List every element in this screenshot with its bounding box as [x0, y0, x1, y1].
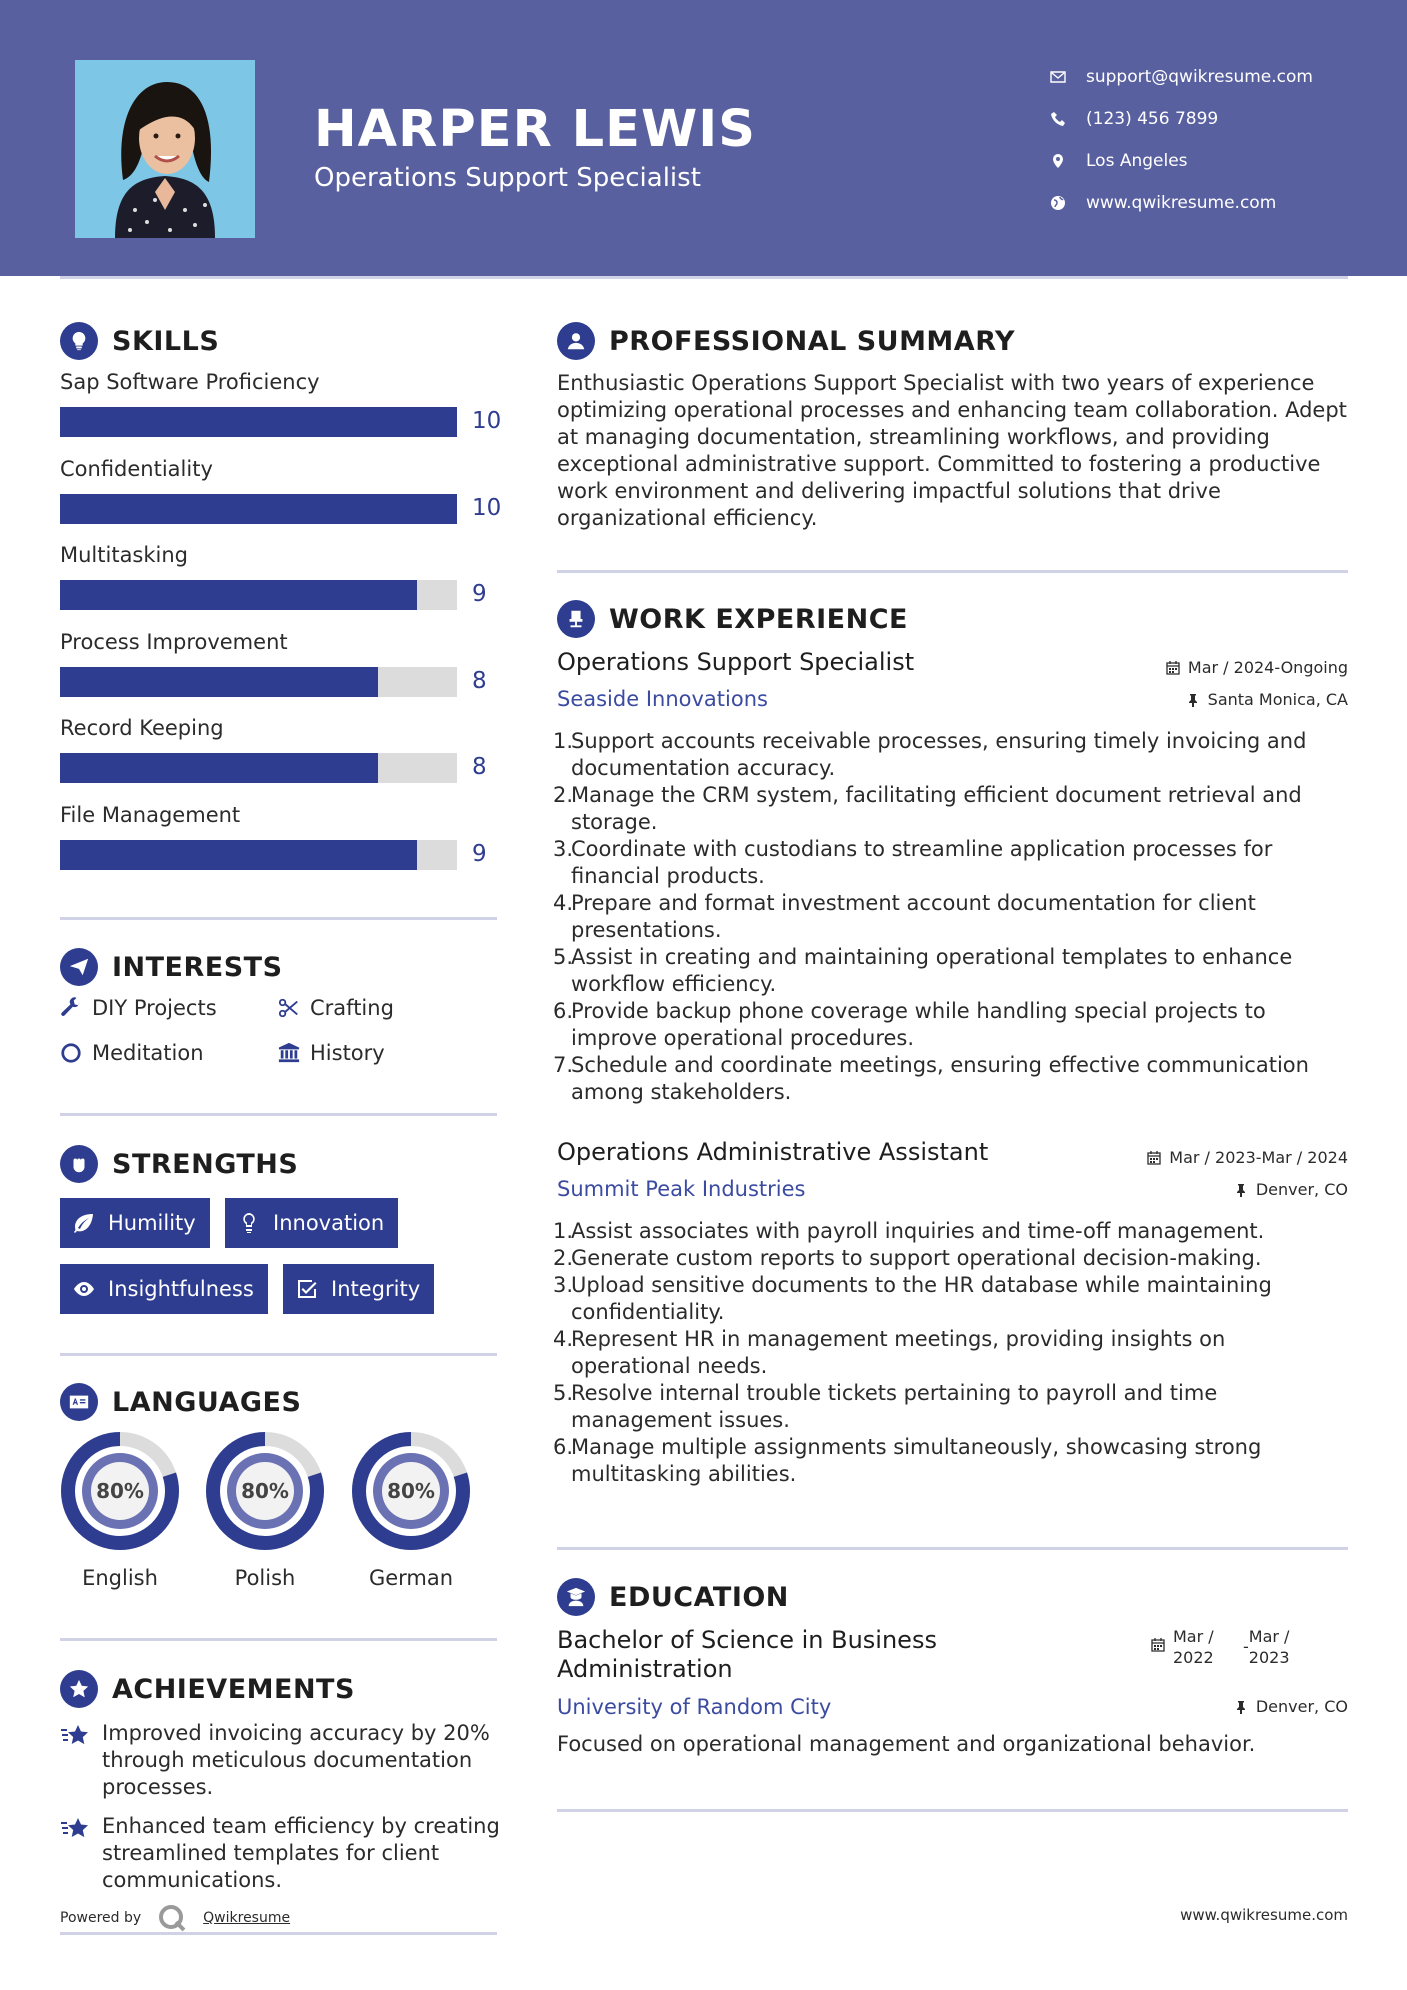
calendar-icon: [1147, 1151, 1161, 1165]
globe-icon: [1050, 195, 1066, 211]
user-icon: [557, 322, 595, 360]
interest-item-crafting: [278, 996, 394, 1020]
skill-name: Process Improvement: [60, 629, 288, 654]
language-card-icon: [60, 1383, 98, 1421]
job-bullet-text: Assist associates with payroll inquiries and time-off management.: [571, 1219, 1265, 1243]
interests-title: INTERESTS: [112, 951, 283, 983]
contact-website-text: www.qwikresume.com: [1086, 193, 1277, 213]
date-end-month: Mar /: [1248, 1627, 1290, 1646]
experience-divider: [557, 1547, 1348, 1550]
skill-bar-fill: [60, 667, 378, 697]
education-title: EDUCATION: [609, 1581, 789, 1613]
contact-location-text: Los Angeles: [1086, 151, 1188, 171]
language-item: [59, 1430, 181, 1590]
skill-name: Sap Software Proficiency: [60, 370, 320, 394]
strengths-title: STRENGTHS: [112, 1148, 299, 1180]
languages-divider: [60, 1638, 497, 1641]
contact-email-text: support@qwikresume.com: [1086, 67, 1313, 87]
language-item: [350, 1430, 472, 1590]
skill-value: 8: [472, 754, 487, 781]
job-bullet-number: 6.: [553, 999, 574, 1023]
job-bullet-number: 1.: [553, 729, 574, 753]
skill-name: Confidentiality: [60, 456, 213, 481]
education-description: Focused on operational management and organizational behavior.: [557, 1732, 1256, 1756]
education-date-start: [1173, 1626, 1243, 1668]
pin-icon: [1234, 1183, 1248, 1197]
header-divider: [60, 276, 1348, 279]
education-date-end: [1249, 1626, 1290, 1668]
achievement-text: Improved invoicing accuracy by 20% through meticulous documentation processes.: [102, 1721, 490, 1799]
job-dates-text: Mar / 2023-Mar / 2024: [1169, 1148, 1348, 1167]
job-bullet: [553, 1434, 1347, 1488]
office-chair-icon: [557, 600, 595, 638]
strength-label: Insightfulness: [108, 1277, 254, 1301]
job-bullet: [553, 998, 1347, 1052]
powered-by-brand-link[interactable]: Qwikresume: [203, 1910, 291, 1926]
job-bullet: [553, 1245, 1347, 1272]
experience-heading: [557, 600, 908, 638]
language-item: [204, 1430, 326, 1590]
education-location: [1234, 1697, 1348, 1716]
job-dates: [1147, 1148, 1348, 1167]
job-bullet: [553, 728, 1347, 782]
job-bullet-list: [553, 1218, 1347, 1488]
job-dates: [1166, 658, 1348, 677]
job-bullet: [553, 1326, 1347, 1380]
skill-value: 10: [472, 494, 502, 521]
skill-value: 9: [472, 581, 487, 608]
skills-title: SKILLS: [112, 325, 220, 357]
calendar-icon: [1151, 1638, 1165, 1652]
job-bullet-number: 5.: [553, 945, 574, 969]
strength-badge-innovation: [225, 1198, 398, 1248]
graduate-icon: [557, 1578, 595, 1616]
achievements-title: ACHIEVEMENTS: [112, 1673, 355, 1705]
job-bullet-number: 4.: [553, 891, 574, 915]
strength-badge-integrity: [283, 1264, 434, 1314]
job-location: [1234, 1180, 1348, 1199]
pin-icon: [1234, 1700, 1248, 1714]
interests-divider: [60, 1113, 497, 1116]
lightbulb-icon: [60, 322, 98, 360]
achievement-item: [60, 1813, 500, 1894]
job-company: Seaside Innovations: [557, 687, 768, 711]
candidate-role: Operations Support Specialist: [314, 163, 701, 193]
lightbulb-icon: [237, 1211, 261, 1235]
skill-bar-track: [60, 753, 457, 783]
profile-photo: [75, 60, 255, 238]
language-percent: 80%: [241, 1479, 289, 1503]
job-title: Operations Administrative Assistant: [557, 1138, 989, 1166]
education-location-text: Denver, CO: [1255, 1697, 1348, 1716]
job-bullet-number: 7.: [553, 1053, 574, 1077]
date-start-year: 2022: [1173, 1648, 1214, 1667]
job-bullet-text: Represent HR in management meetings, providing insights on operational needs.: [571, 1327, 1226, 1378]
job-bullet-text: Assist in creating and maintaining operational templates to enhance workflow efficiency.: [571, 945, 1293, 996]
skill-name: Multitasking: [60, 543, 189, 568]
skills-divider: [60, 917, 497, 920]
header-banner: [0, 0, 1407, 276]
circle-icon: [60, 1042, 82, 1064]
skill-value: 8: [472, 667, 487, 694]
leaf-icon: [72, 1211, 96, 1235]
language-percent: 80%: [96, 1479, 144, 1503]
job-bullet-text: Upload sensitive documents to the HR database while maintaining confidentiality.: [571, 1273, 1272, 1324]
candidate-name: HARPER LEWIS: [314, 100, 756, 159]
strength-label: Innovation: [273, 1211, 385, 1235]
contact-phone[interactable]: [1050, 98, 1313, 140]
job-title: Operations Support Specialist: [557, 648, 915, 676]
wrench-icon: [60, 997, 82, 1019]
interest-label: DIY Projects: [92, 996, 217, 1020]
job-bullet-number: 3.: [553, 1273, 574, 1297]
interest-item-history: [278, 1041, 385, 1065]
job-bullet: [553, 1052, 1347, 1106]
job-location-text: Santa Monica, CA: [1207, 690, 1348, 709]
job-bullet-text: Manage the CRM system, facilitating efficient document retrieval and storage.: [571, 783, 1302, 834]
fist-icon: [60, 1145, 98, 1183]
job-dates-text: Mar / 2024-Ongoing: [1187, 658, 1348, 677]
strength-label: Humility: [108, 1211, 196, 1235]
stars-icon: [60, 1815, 92, 1845]
phone-icon: [1050, 111, 1066, 127]
language-percent: 80%: [387, 1479, 435, 1503]
skill-bar-fill: [60, 840, 417, 870]
skill-name: File Management: [60, 803, 241, 827]
summary-text: Enthusiastic Operations Support Specialist with two years of experience optimizing operational processes and enhancing team collaboration. Adept at managing documentation, streamlining workflows, and providing exceptional administrative support. Committed to fostering a productive work environment and delivering impactful solutions that drive organizational efficiency.: [557, 371, 1347, 530]
degree-title: [557, 1626, 937, 1684]
job-bullet: [553, 782, 1347, 836]
strengths-divider: [60, 1353, 497, 1356]
job-bullet: [553, 944, 1347, 998]
experience-title: WORK EXPERIENCE: [609, 603, 908, 635]
job-bullet-number: 5.: [553, 1381, 574, 1405]
footer-divider: [60, 1932, 497, 1935]
email-icon: [1050, 69, 1066, 85]
job-bullet: [553, 836, 1347, 890]
language-name: English: [82, 1566, 158, 1590]
skill-bar-fill: [60, 753, 378, 783]
job-bullet-text: Manage multiple assignments simultaneously, showcasing strong multitasking abilities.: [571, 1435, 1262, 1486]
education-heading: [557, 1578, 789, 1616]
interest-item-diy: [60, 996, 217, 1020]
interest-label: Crafting: [310, 996, 394, 1020]
paper-plane-icon: [60, 948, 98, 986]
strength-label: Integrity: [331, 1277, 421, 1301]
calendar-icon: [1166, 661, 1180, 675]
eye-icon: [72, 1277, 96, 1301]
strengths-heading: [60, 1145, 298, 1183]
job-bullet-list: [553, 728, 1347, 1106]
skill-value: 10: [472, 408, 502, 434]
contact-phone-text: (123) 456 7899: [1086, 109, 1219, 129]
date-start-month: Mar /: [1173, 1627, 1214, 1646]
job-bullet: [553, 890, 1347, 944]
skill-bar-track: [60, 667, 457, 697]
date-end-year: 2023: [1248, 1648, 1290, 1667]
degree-line-2: Administration: [557, 1655, 733, 1683]
job-company: Summit Peak Industries: [557, 1177, 806, 1201]
skill-bar-fill: [60, 494, 457, 524]
star-badge-icon: [60, 1670, 98, 1708]
achievement-text: Enhanced team efficiency by creating streamlined templates for client communications.: [102, 1814, 500, 1892]
skill-bar-fill: [60, 407, 457, 437]
language-donut: [350, 1430, 472, 1552]
achievement-item: [60, 1720, 500, 1801]
job-bullet-number: 2.: [553, 1246, 574, 1270]
job-bullet-text: Generate custom reports to support operational decision-making.: [571, 1246, 1262, 1270]
skill-bar-track: [60, 840, 457, 870]
interest-label: History: [310, 1041, 385, 1065]
education-dates: [1151, 1626, 1290, 1668]
stars-icon: [60, 1722, 92, 1752]
pin-icon: [1186, 693, 1200, 707]
language-name: Polish: [234, 1566, 296, 1590]
footer-powered-by: [60, 1903, 290, 1933]
contact-list: [1050, 56, 1313, 224]
job-bullet-number: 4.: [553, 1327, 574, 1351]
job-bullet-text: Coordinate with custodians to streamline application processes for financial products.: [571, 837, 1273, 888]
interests-heading: [60, 948, 283, 986]
job-bullet-text: Support accounts receivable processes, ensuring timely invoicing and documentation accuracy.: [571, 729, 1307, 780]
job-location-text: Denver, CO: [1255, 1180, 1348, 1199]
education-divider: [557, 1809, 1348, 1812]
job-bullet-text: Provide backup phone coverage while handling special projects to improve operational procedures.: [571, 999, 1266, 1050]
job-bullet: [553, 1272, 1347, 1326]
strength-badge-insightfulness: [60, 1264, 268, 1314]
summary-heading: [557, 322, 1015, 360]
skill-name: Record Keeping: [60, 716, 224, 741]
powered-by-label: Powered by: [60, 1910, 142, 1926]
strength-badge-humility: [60, 1198, 210, 1248]
footer-website-link[interactable]: www.qwikresume.com: [1180, 1906, 1348, 1924]
location-icon: [1050, 153, 1066, 169]
interest-label: Meditation: [92, 1041, 204, 1065]
education-date-sep: -: [1243, 1637, 1249, 1656]
scissors-icon: [278, 997, 300, 1019]
job-bullet-text: Schedule and coordinate meetings, ensuring effective communication among stakeholders.: [571, 1053, 1309, 1104]
job-bullet-text: Resolve internal trouble tickets pertaining to payroll and time management issues.: [571, 1381, 1218, 1432]
interest-item-meditation: [60, 1041, 204, 1065]
skill-bar-fill: [60, 580, 417, 610]
job-bullet-number: 2.: [553, 783, 574, 807]
job-bullet-number: 6.: [553, 1435, 574, 1459]
degree-line-1: Bachelor of Science in Business: [557, 1626, 937, 1654]
skill-bar-track: [60, 494, 457, 524]
job-bullet: [553, 1380, 1347, 1434]
job-bullet-text: Prepare and format investment account documentation for client presentations.: [571, 891, 1256, 942]
bank-icon: [278, 1042, 300, 1064]
skill-bar-track: [60, 407, 457, 437]
languages-heading: [60, 1383, 301, 1421]
contact-location: [1050, 140, 1313, 182]
skill-bar-track: [60, 580, 457, 610]
language-donut: [204, 1430, 326, 1552]
school-name: University of Random City: [557, 1695, 832, 1719]
qwikresume-logo-icon: [157, 1903, 187, 1933]
language-name: German: [368, 1566, 454, 1590]
skills-heading: [60, 322, 219, 360]
summary-divider: [557, 570, 1348, 573]
achievements-heading: [60, 1670, 355, 1708]
job-bullet-number: 3.: [553, 837, 574, 861]
summary-title: PROFESSIONAL SUMMARY: [609, 325, 1016, 357]
language-donut: [59, 1430, 181, 1552]
check-square-icon: [295, 1277, 319, 1301]
job-bullet: [553, 1218, 1347, 1245]
contact-email[interactable]: [1050, 56, 1313, 98]
languages-title: LANGUAGES: [112, 1386, 302, 1418]
job-location: [1186, 690, 1348, 709]
job-bullet-number: 1.: [553, 1219, 574, 1243]
contact-website[interactable]: [1050, 182, 1313, 224]
skill-value: 9: [472, 841, 487, 867]
